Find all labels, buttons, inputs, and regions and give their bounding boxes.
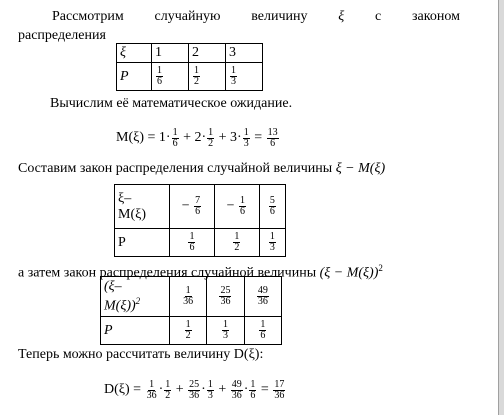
intro-word: случайную (154, 9, 221, 24)
distribution-table-deviation (114, 184, 286, 257)
table-cell: 3 (226, 44, 263, 63)
table-cell (214, 229, 259, 257)
fraction: $\frac{1}{3}$ (222, 319, 228, 341)
table-cell (170, 185, 215, 229)
table-cell (170, 277, 207, 317)
formula-part: · (201, 382, 206, 397)
then-prefix: а затем закон распределения случайной величины (18, 265, 320, 281)
label-exp: 2 (135, 296, 141, 307)
table-cell (259, 229, 285, 257)
fraction: $\frac{1}{6}$ (189, 231, 195, 253)
fraction: $\frac{25}{36}$ (220, 285, 231, 307)
formula-part: = (257, 382, 273, 397)
formula-part: · (158, 382, 164, 397)
compose-expr: ξ − M(ξ) (335, 161, 386, 176)
compose-prefix: Составим закон распределения случайной величины (18, 161, 336, 176)
fraction: $\frac{13}{6}$ (267, 126, 278, 149)
table-cell-label (115, 185, 170, 229)
distribution-table-xi (116, 43, 263, 91)
fraction: $\frac{1}{36}$ (146, 378, 157, 401)
then-exp: 2 (378, 263, 383, 273)
fraction: $\frac{1}{6}$ (172, 126, 178, 149)
fraction: $\frac{1}{3}$ (243, 126, 249, 149)
then-expr: (ξ − M(ξ)) (319, 265, 379, 281)
intro-line-1 (52, 9, 460, 25)
table-cell (207, 317, 244, 345)
distribution-table-squared-deviation (100, 276, 282, 345)
label-top: ξ– (118, 190, 132, 206)
formula-part: + (172, 382, 188, 397)
fraction: $\frac{25}{36}$ (189, 378, 200, 401)
formula-part: + 2· (179, 130, 207, 145)
variance-formula (104, 373, 286, 407)
fraction: $\frac{1}{2}$ (194, 65, 199, 87)
table-cell (244, 317, 281, 345)
table-cell-label (101, 277, 170, 317)
fraction: $\frac{1}{6}$ (157, 65, 162, 87)
table-cell (207, 277, 244, 317)
fraction: $\frac{1}{3}$ (269, 231, 275, 253)
label-bottom: M(ξ) (118, 206, 147, 222)
variance-text (18, 347, 263, 363)
fraction: $\frac{1}{2}$ (165, 378, 171, 401)
label-top: (ξ– (104, 279, 122, 295)
intro-word: с (375, 9, 382, 24)
table-cell-label: P (101, 317, 170, 345)
fraction: $\frac{1}{3}$ (207, 378, 213, 401)
fraction: $\frac{1}{6}$ (250, 378, 256, 401)
table-cell (170, 317, 207, 345)
intro-word: законом (412, 9, 460, 24)
table-cell (226, 63, 263, 91)
formula-part: + 3· (215, 130, 242, 145)
table-cell (189, 63, 226, 91)
intro-word: величину (251, 9, 308, 24)
fraction: $\frac{1}{6}$ (240, 195, 246, 217)
expectation-text: Вычислим её математическое ожидание. (50, 96, 293, 111)
window-scroll-edge[interactable] (498, 0, 504, 415)
intro-word: Рассмотрим (52, 9, 124, 24)
fraction: $\frac{49}{36}$ (257, 285, 268, 307)
fraction: $\frac{1}{2}$ (208, 126, 214, 149)
formula-part: + (214, 382, 230, 397)
fraction: $\frac{5}{6}$ (269, 195, 275, 217)
formula-part: M(ξ) = 1· (116, 130, 171, 145)
sign: − (226, 198, 235, 214)
expectation-formula (116, 123, 280, 153)
table-cell: 1 (152, 44, 189, 63)
table-cell (259, 185, 285, 229)
fraction: $\frac{1}{2}$ (234, 231, 240, 253)
table-cell: 2 (189, 44, 226, 63)
intro-symbol-xi: ξ (338, 9, 345, 24)
variance-expr: D(ξ): (233, 347, 264, 362)
fraction: $\frac{1}{36}$ (183, 285, 194, 307)
sign: − (181, 198, 190, 214)
fraction: $\frac{1}{6}$ (260, 319, 266, 341)
formula-part: = (250, 130, 266, 145)
fraction: $\frac{17}{36}$ (274, 378, 285, 401)
formula-part: · (243, 382, 249, 397)
compose-text (18, 161, 385, 177)
label-bottom: M(ξ)) (104, 298, 136, 314)
table-cell (214, 185, 259, 229)
table-cell-label: ξ (117, 44, 152, 63)
table-cell (244, 277, 281, 317)
formula-part: D(ξ) = (104, 382, 145, 397)
table-cell-label: P (117, 63, 152, 91)
fraction: $\frac{1}{3}$ (231, 65, 236, 87)
fraction: $\frac{7}{6}$ (195, 195, 201, 217)
fraction: $\frac{1}{2}$ (185, 319, 191, 341)
variance-prefix: Теперь можно рассчитать величину (18, 347, 234, 362)
intro-line-2: распределения (18, 28, 106, 43)
fraction: $\frac{49}{36}$ (231, 378, 242, 401)
table-cell (170, 229, 215, 257)
table-cell (152, 63, 189, 91)
table-cell-label: P (115, 229, 170, 257)
